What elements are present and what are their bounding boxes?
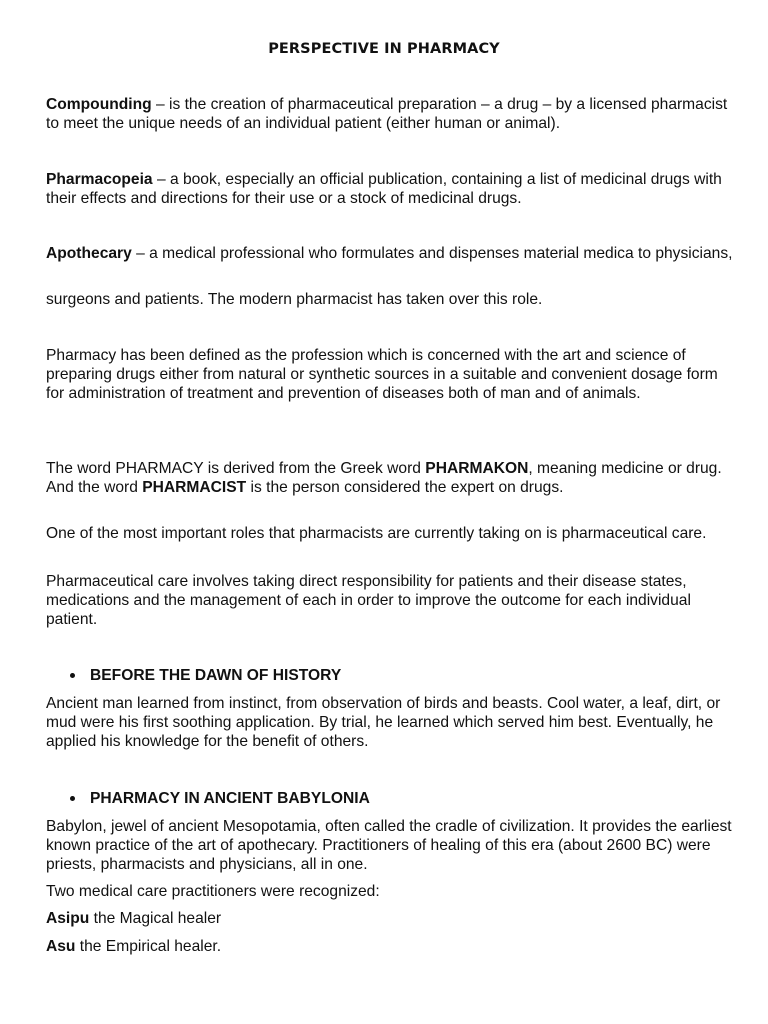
pharmaceutical-care-paragraph: Pharmaceutical care involves taking direct responsibility for patients and their disease states, medications and the management of each in order to improve the outcome for each individual patient. (46, 573, 691, 629)
etymology-text-2: , meaning medicine or drug. And the word (46, 460, 722, 497)
dawn-of-history-paragraph: Ancient man learned from instinct, from observation of birds and beasts. Cool water, a leaf, dirt, or mud were his first soothing application. By trial, he learned which served him best. Eventually, he applied his knowledge for the benefit of others. (46, 695, 721, 751)
asu-line (46, 937, 736, 956)
apothecary-paragraph (46, 244, 736, 263)
pharmacy-definition-paragraph: Pharmacy has been defined as the profession which is concerned with the art and science of preparing drugs either from natural or synthetic sources in a suitable and convenient dosage form for administration of treatment and prevention of diseases both of man and of animals. (46, 347, 718, 403)
bullet-icon (70, 796, 75, 801)
etymology-bold-pharmacist: PHARMACIST (142, 479, 247, 497)
roles-paragraph: One of the most important roles that pharmacists are currently taking on is pharmaceutical care. (46, 525, 707, 542)
document-page: PERSPECTIVE IN PHARMACY Compounding – is the creation of pharmaceutical preparation – a drug – by a licensed pharmacist to meet the unique needs of an individual patient (either human or animal). Pharmacopeia – a book, especially an official publication, containing a list of medicinal drugs with their effects and directions for their use or a stock of medicinal drugs. Apothecary – a medical professional who formulates and dispenses material medica to physicians, surgeons and patients. The modern pharmacist has taken over this role. Pharmacy has been defined as the profession which is concerned with the art and science of preparing drugs either from natural or synthetic sources in a suitable and convenient dosage form for administration of treatment and prevention of diseases both of man and of animals. The word PHARMACY is derived from the Greek word PHARMAKON, meaning medicine or drug. And the word PHARMACIST is the person considered the expert on drugs. One of the most important roles that pharmacists are currently taking on is pharmaceutical care. Pharmaceutical care involves taking direct responsibility for patients and their disease states, medications and the management of each in order to improve the outcome for each individual patient. BEFORE THE DAWN OF HISTORY Ancient man learned from instinct, from observation of birds and beasts. Cool water, a leaf, dirt, or mud were his first soothing application. By trial, he learned which served him best. Eventually, he applied his knowledge for the benefit of others. PHARMACY IN ANCIENT BABYLONIA Babylon, jewel of ancient Mesopotamia, often called the cradle of civilization. It provides the earliest known practice of the art of apothecary. Practitioners of healing of this era (about 2600 BC) were priests, pharmacists and physicians, all in one. Two medical care practitioners were recognized: Asipu the Magical healer Asu the Empirical healer. (0, 0, 768, 1024)
practitioners-paragraph: Two medical care practitioners were recognized: (46, 883, 380, 900)
etymology-paragraph (46, 459, 736, 497)
compounding-term: Compounding (46, 96, 152, 113)
page-title: PERSPECTIVE IN PHARMACY (268, 41, 500, 57)
pharmacopeia-paragraph (46, 170, 736, 208)
asu-term: Asu (46, 938, 76, 955)
asipu-description: the Magical healer (89, 910, 222, 927)
babylonia-paragraph: Babylon, jewel of ancient Mesopotamia, often called the cradle of civilization. It provides the earliest known practice of the art of apothecary. Practitioners of healing of this era (about 2600 BC) were priests, pharmacists and physicians, all in one. (46, 818, 732, 874)
apothecary-continuation: surgeons and patients. The modern pharmacist has taken over this role. (46, 291, 543, 308)
pharmacopeia-definition: – a book, especially an official publication, containing a list of medicinal drugs with their effects and directions for their use or a stock of medicinal drugs. (46, 171, 722, 208)
etymology-text-3: is the person considered the expert on drugs. (246, 479, 564, 497)
bullet-icon (70, 673, 75, 678)
asipu-line (46, 909, 736, 928)
etymology-text-1: The word PHARMACY is derived from the Greek word (46, 460, 426, 477)
pharmacopeia-term: Pharmacopeia (46, 171, 153, 188)
apothecary-definition: – a medical professional who formulates and dispenses material medica to physicians, (131, 245, 733, 262)
compounding-paragraph (46, 95, 736, 133)
asipu-term: Asipu (46, 910, 90, 927)
apothecary-term: Apothecary (46, 245, 132, 262)
etymology-bold-pharmakon: PHARMAKON (425, 460, 529, 477)
compounding-definition: – is the creation of pharmaceutical preparation – a drug – by a licensed pharmacist to meet the unique needs of an individual patient (either human or animal). (46, 96, 728, 133)
asu-description: the Empirical healer. (75, 938, 222, 955)
